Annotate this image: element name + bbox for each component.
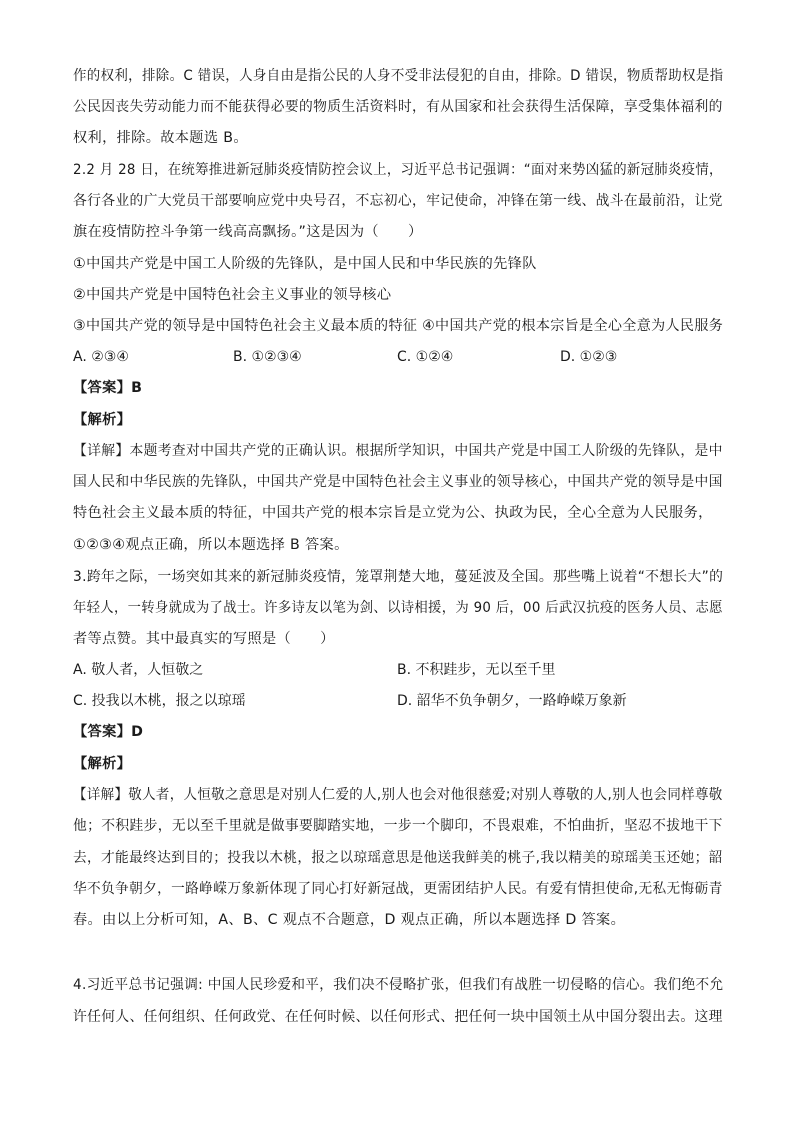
question-2-statement: ①中国共产党是中国工人阶级的先锋队，是中国人民和中华民族的先锋队 [73, 256, 537, 272]
text-line: 公民因丧失劳动能力而不能获得必要的物质生活资料时，有从国家和社会获得生活保障，享受集体福利的 [73, 99, 723, 115]
question-3-detail: 去，才能最终达到目的；投我以木桃，报之以琼瑶意思是他送我鲜美的桃子,我以精美的琼瑶美玉还她；韶 [73, 850, 723, 866]
question-2-detail: 国人民和中华民族的先锋队，中国共产党是中国特色社会主义事业的领导核心，中国共产党的领导是中国 [73, 474, 723, 490]
question-2-stem: 2.2 月 28 日，在统筹推进新冠肺炎疫情防控会议上，习近平总书记强调：“面对来势凶猛的新冠肺炎疫情， [73, 162, 723, 178]
question-2-stem: 各行各业的广大党员干部要响应党中央号召，不忘初心，牢记使命，冲锋在第一线、战斗在最前沿，让党 [73, 193, 723, 209]
question-3-detail: 他；不积跬步，无以至千里就是做事要脚踏实地，一步一个脚印，不畏艰难，不怕曲折，坚忍不拔地干下 [73, 818, 723, 834]
question-4-stem: 许任何人、任何组织、任何政党、在任何时候、以任何形式、把任何一块中国领土从中国分裂出去。这理 [73, 1009, 723, 1025]
question-3-option-d: D. 韶华不负争朝夕，一路峥嵘万象新 [397, 693, 627, 709]
question-2-statement: ③中国共产党的领导是中国特色社会主义最本质的特征 ④中国共产党的根本宗旨是全心全意为人民服务 [73, 318, 724, 334]
question-2-answer: 【答案】B [73, 380, 143, 396]
question-3-detail: 春。由以上分析可知，A、B、C 观点不合题意，D 观点正确，所以本题选择 D 答案。 [73, 912, 626, 928]
question-2-analysis-label: 【解析】 [73, 412, 132, 428]
question-3-option-a: A. 敬人者，人恒敬之 [73, 662, 204, 678]
question-3-option-b: B. 不积跬步，无以至千里 [397, 662, 556, 678]
question-4-stem: 4.习近平总书记强调: 中国人民珍爱和平，我们决不侵略扩张，但我们有战胜一切侵略的信心。我们绝不允 [73, 977, 724, 993]
text-line: 作的权利，排除。C 错误，人身自由是指公民的人身不受非法侵犯的自由，排除。D 错误，物质帮助权是指 [73, 68, 724, 84]
question-2-stem: 旗在疫情防控斗争第一线高高飘扬。”这是因为（ ） [73, 224, 423, 240]
question-2-option-c: C. ①②④ [397, 349, 454, 365]
question-2-statement: ②中国共产党是中国特色社会主义事业的领导核心 [73, 287, 392, 303]
question-2-detail: 【详解】本题考查对中国共产党的正确认识。根据所学知识，中国共产党是中国工人阶级的先锋队，是中 [73, 443, 723, 459]
question-3-option-c: C. 投我以木桃，报之以琼瑶 [73, 693, 246, 709]
question-2-option-b: B. ①②③④ [233, 349, 302, 365]
question-2-detail: 特色社会主义最本质的特征，中国共产党的根本宗旨是立党为公、执政为民，全心全意为人民服务， [73, 505, 713, 521]
question-2-option-a: A. ②③④ [73, 349, 129, 365]
question-2-option-d: D. ①②③ [560, 349, 618, 365]
question-2-detail: ①②③④观点正确，所以本题选择 B 答案。 [73, 537, 349, 553]
question-3-detail: 华不负争朝夕，一路峥嵘万象新体现了同心打好新冠战，更需团结护人民。有爱有情担使命,无私无悔砺青 [73, 881, 723, 897]
question-3-stem: 者等点赞。其中最真实的写照是（ ） [73, 631, 335, 647]
question-3-answer: 【答案】D [73, 724, 144, 740]
text-line: 权利，排除。故本题选 B。 [73, 130, 248, 146]
question-3-detail: 【详解】敬人者，人恒敬之意思是对别人仁爱的人,别人也会对他很慈爱;对别人尊敬的人,别人也会同样尊敬 [73, 787, 723, 803]
question-3-stem: 年轻人，一转身就成为了战士。许多诗友以笔为剑、以诗相援，为 90 后，00 后武汉抗疫的医务人员、志愿 [73, 600, 723, 616]
question-3-stem: 3.跨年之际，一场突如其来的新冠肺炎疫情，笼罩荆楚大地，蔓延波及全国。那些嘴上说着“不想长大”的 [73, 569, 724, 585]
question-3-analysis-label: 【解析】 [73, 756, 132, 772]
